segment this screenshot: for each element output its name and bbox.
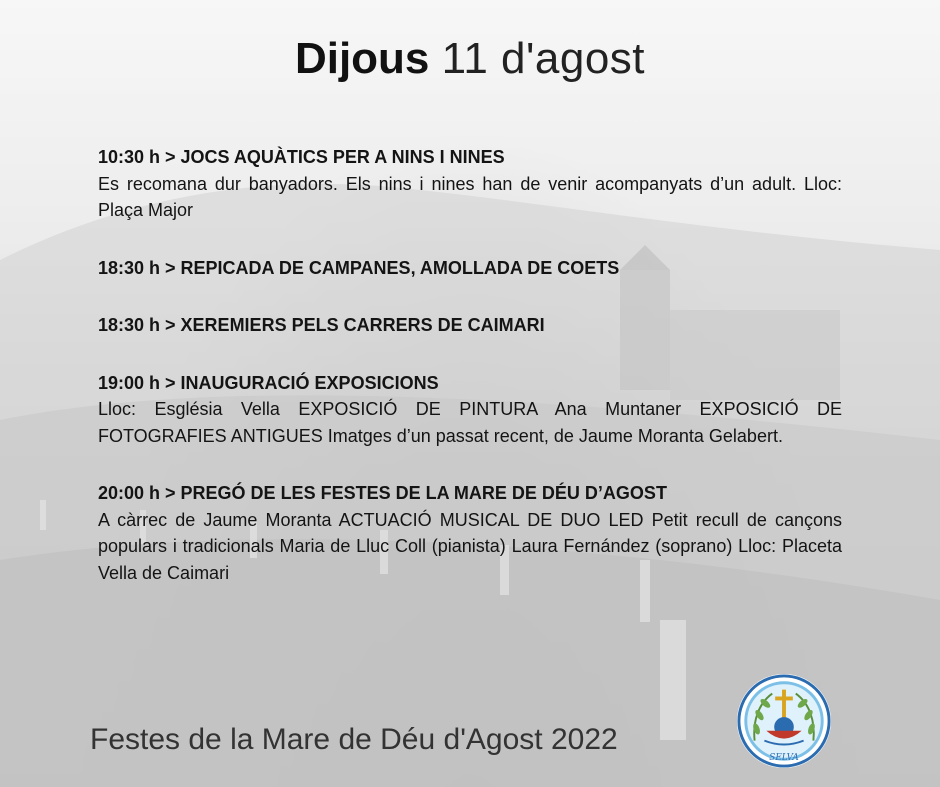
event-description: A càrrec de Jaume Moranta ACTUACIÓ MUSICAL DE DUO LED Petit recull de cançons populars i tradicionals Maria de Lluc Coll (pianista) Laura Fernández (soprano) Lloc: Placeta Vella de Caimari (98, 509, 842, 583)
selva-emblem-icon (735, 672, 833, 770)
event-description: Es recomana dur banyadors. Els nins i nines han de venir acompanyats d’un adult. Lloc: Plaça Major (98, 173, 842, 220)
event-item (98, 312, 842, 339)
event-heading: 19:00 h > INAUGURACIÓ EXPOSICIONS (98, 372, 439, 393)
title-date: 11 d'agost (441, 34, 646, 83)
event-description: Lloc: Església Vella EXPOSICIÓ DE PINTURA Ana Muntaner EXPOSICIÓ DE FOTOGRAFIES ANTIGUES Imatges d’un passat recent, de Jaume Moranta Gelabert. (98, 399, 842, 446)
event-heading: 10:30 h > JOCS AQUÀTICS PER A NINS I NINES (98, 147, 505, 167)
page-title (0, 30, 940, 88)
event-item (98, 144, 842, 224)
logo-text: SELVA (769, 753, 799, 764)
event-item (98, 255, 842, 282)
festival-footer-title: Festes de la Mare de Déu d'Agost 2022 (90, 723, 618, 756)
event-heading: 18:30 h > REPICADA DE CAMPANES, AMOLLADA DE COETS (98, 257, 620, 278)
event-heading: 18:30 h > XEREMIERS PELS CARRERS DE CAIMARI (98, 315, 545, 335)
event-item (98, 480, 842, 586)
event-program (98, 144, 842, 617)
title-day: Dijous (294, 34, 430, 83)
event-heading: 20:00 h > PREGÓ DE LES FESTES DE LA MARE DE DÉU D’AGOST (98, 483, 667, 503)
event-item (98, 370, 842, 450)
